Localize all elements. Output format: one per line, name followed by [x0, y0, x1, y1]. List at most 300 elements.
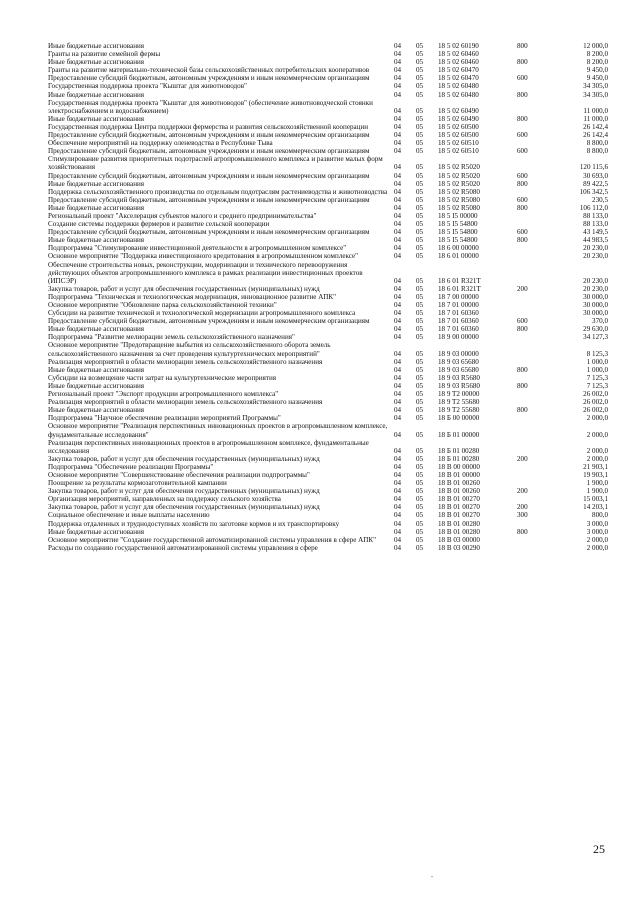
amount-cell: 8 200,0 [586, 58, 608, 67]
expense-name-cell: Реализация мероприятий в области мелиорации земель сельскохозяйственного назначения [48, 357, 323, 366]
expense-name-cell: Основное мероприятие "Поддержка инвестиционного кредитования в агропромышленном комплексе" [48, 252, 359, 261]
expense-name-cell: Основное мероприятие "Предотвращение выбытия из сельскохозяйственного оборота земель сельскохозяйственного назначения за счет проведения культуртехнических мероприятий" [48, 341, 331, 358]
amount-cell: 8 800,0 [586, 147, 608, 156]
section-code-cell: 04 [394, 50, 402, 59]
target-article-cell: 18 9 00 00000 [438, 333, 479, 342]
expense-type-cell [517, 212, 543, 220]
table-row [48, 471, 608, 479]
table-row [48, 261, 608, 285]
amount-cell: 7 125,3 [586, 381, 608, 390]
table-body [48, 42, 608, 552]
section-code-cell: 04 [394, 187, 402, 196]
expense-type-cell [517, 495, 543, 503]
table-row [48, 439, 608, 455]
target-article-cell: 18 6 01 00000 [438, 252, 479, 261]
subsection-code-cell: 05 [416, 511, 424, 520]
expense-type-cell: 600 [517, 195, 528, 204]
target-article-cell: 18 5 02 60190 [438, 42, 479, 50]
amount-cell: 26 142,4 [583, 131, 608, 140]
target-article-cell: 18 В 01 00260 [438, 487, 480, 496]
section-code-cell: 04 [394, 527, 402, 536]
section-code-cell: 04 [394, 171, 402, 180]
section-code-cell: 04 [394, 284, 402, 293]
expense-name-cell: Предоставление субсидий бюджетным, автономным учреждениям и иным некоммерческим организациям [48, 317, 370, 326]
expense-name-cell: Подпрограмма "Развитие мелиорации земель сельскохозяйственного назначения" [48, 333, 295, 342]
section-code-cell: 04 [394, 220, 402, 229]
amount-cell: 15 003,1 [583, 495, 608, 504]
section-code-cell: 04 [394, 195, 402, 204]
target-article-cell: 18 5 02 60510 [438, 147, 479, 156]
amount-cell: 9 450,0 [586, 66, 608, 75]
target-article-cell: 18 7 01 60360 [438, 309, 479, 318]
target-article-cell: 18 В 01 00270 [438, 495, 480, 504]
target-article-cell: 18 5 02 R5020 [438, 179, 480, 188]
section-code-cell: 04 [394, 301, 402, 309]
expense-type-cell: 600 [517, 74, 528, 83]
expense-name-cell: Гранты на развитие материально-технической базы сельскохозяйственных потребительских кооперативов [48, 66, 370, 75]
expense-type-cell: 600 [517, 228, 528, 237]
subsection-code-cell: 05 [416, 317, 424, 326]
section-code-cell: 04 [394, 58, 402, 67]
table-row [48, 358, 608, 366]
expense-name-cell: Региональный проект "Акселерация субъектов малого и среднего предпринимательства" [48, 211, 317, 220]
table-row [48, 220, 608, 228]
amount-cell: 30 000,0 [583, 301, 608, 309]
expense-name-cell: Иные бюджетные ассигнования [48, 90, 145, 99]
amount-cell: 88 133,0 [583, 220, 608, 229]
target-article-cell: 18 5 02 R5080 [438, 203, 480, 212]
expense-type-cell: 800 [517, 58, 528, 67]
expense-name-cell: Субсидии на возмещение части затрат на культуртехнические мероприятия [48, 373, 277, 382]
budget-expenditure-table [48, 42, 608, 552]
expense-name-cell: Иные бюджетные ассигнования [48, 381, 145, 390]
subsection-code-cell: 05 [416, 106, 424, 115]
subsection-code-cell: 05 [416, 357, 424, 366]
amount-cell: 106 342,5 [579, 187, 608, 196]
target-article-cell: 18 9 03 65680 [438, 357, 479, 366]
expense-name-cell: Поддержка отдаленных и труднодоступных хозяйств по заготовке кормов и их транспортировку [48, 519, 340, 528]
section-code-cell: 04 [394, 373, 402, 382]
table-row [48, 50, 608, 58]
section-code-cell: 04 [394, 446, 402, 455]
amount-cell: 2 000,0 [586, 543, 608, 552]
expense-type-cell: 800 [517, 90, 528, 99]
amount-cell: 1 900,0 [586, 487, 608, 496]
table-row [48, 317, 608, 325]
target-article-cell: 18 5 02 60500 [438, 122, 479, 131]
amount-cell: 7 125,3 [586, 373, 608, 382]
amount-cell: 26 002,0 [583, 406, 608, 415]
page-number: 25 [593, 842, 605, 856]
target-article-cell: 18 7 01 60360 [438, 325, 479, 334]
table-row [48, 131, 608, 139]
subsection-code-cell: 05 [416, 446, 424, 455]
target-article-cell: 18 6 00 00000 [438, 244, 479, 253]
section-code-cell: 04 [394, 406, 402, 415]
subsection-code-cell: 05 [416, 535, 424, 544]
target-article-cell: 18 9 T2 55680 [438, 398, 480, 407]
section-code-cell: 04 [394, 357, 402, 366]
subsection-code-cell: 05 [416, 487, 424, 496]
table-row [48, 309, 608, 317]
target-article-cell: 18 5 02 60480 [438, 82, 479, 91]
expense-type-cell: 200 [517, 284, 528, 293]
target-article-cell: 18 5 02 R5020 [438, 171, 480, 180]
section-code-cell: 04 [394, 503, 402, 512]
table-row [48, 147, 608, 155]
expense-name-cell: Предоставление субсидий бюджетным, автономным учреждениям и иным некоммерческим организациям [48, 171, 370, 180]
amount-cell: 2 000,0 [586, 414, 608, 423]
subsection-code-cell: 05 [416, 163, 424, 172]
footer-dot: . [431, 870, 433, 879]
expense-name-cell: Реализация мероприятий в области мелиорации земель сельскохозяйственного назначения [48, 398, 323, 407]
amount-cell: 370,0 [592, 317, 608, 326]
subsection-code-cell: 05 [416, 414, 424, 423]
expense-type-cell: 800 [517, 179, 528, 188]
amount-cell: 2 000,0 [586, 446, 608, 455]
section-code-cell: 04 [394, 309, 402, 318]
subsection-code-cell: 05 [416, 543, 424, 552]
target-article-cell: 18 5 02 60470 [438, 66, 479, 75]
section-code-cell: 04 [394, 276, 402, 285]
section-code-cell: 04 [394, 430, 402, 439]
expense-type-cell [517, 358, 543, 366]
expense-type-cell [517, 139, 543, 147]
amount-cell: 2 000,0 [586, 430, 608, 439]
target-article-cell: 18 7 00 00000 [438, 292, 479, 301]
amount-cell: 19 903,1 [583, 470, 608, 479]
subsection-code-cell: 05 [416, 406, 424, 415]
section-code-cell: 04 [394, 325, 402, 334]
target-article-cell: 18 5 I5 00000 [438, 211, 478, 220]
expense-name-cell: Расходы по созданию государственной автоматизированной системы управления в сфере [48, 543, 318, 552]
expense-name-cell: Обеспечение строительства новых, реконструкции, модернизации и технического перевооружения действующих объектов агропромышленного комплекса в рамках реализации инвестиционных проектов (ИПСЭР) [48, 260, 363, 285]
subsection-code-cell: 05 [416, 301, 424, 309]
subsection-code-cell: 05 [416, 179, 424, 188]
subsection-code-cell: 05 [416, 462, 424, 471]
amount-cell: 26 002,0 [583, 398, 608, 407]
section-code-cell: 04 [394, 543, 402, 552]
expense-type-cell [517, 99, 543, 115]
expense-type-cell [517, 536, 543, 544]
expense-type-cell [517, 471, 543, 479]
target-article-cell: 18 5 02 R5020 [438, 163, 480, 172]
expense-type-cell [517, 123, 543, 131]
target-article-cell: 18 В 01 00260 [438, 479, 480, 488]
expense-type-cell [517, 544, 543, 552]
target-article-cell: 18 5 02 R5080 [438, 195, 480, 204]
expense-name-cell: Иные бюджетные ассигнования [48, 236, 145, 245]
amount-cell: 20 230,0 [583, 276, 608, 285]
subsection-code-cell: 05 [416, 333, 424, 342]
table-row [48, 301, 608, 309]
target-article-cell: 18 5 02 60510 [438, 139, 479, 148]
expense-name-cell: Поощрение за результаты кормозаготовительной кампании [48, 479, 227, 488]
amount-cell: 34 305,0 [583, 90, 608, 99]
table-row [48, 244, 608, 252]
expense-name-cell: Закупка товаров, работ и услуг для обеспечения государственных (муниципальных) нужд [48, 284, 320, 293]
target-article-cell: 18 5 02 60460 [438, 50, 479, 59]
section-code-cell: 04 [394, 414, 402, 423]
expense-name-cell: Иные бюджетные ассигнования [48, 325, 145, 334]
subsection-code-cell: 05 [416, 131, 424, 140]
expense-type-cell [517, 414, 543, 422]
expense-type-cell [517, 309, 543, 317]
section-code-cell: 04 [394, 381, 402, 390]
amount-cell: 3 000,0 [586, 519, 608, 528]
target-article-cell: 18 В 00 00000 [438, 462, 480, 471]
section-code-cell: 04 [394, 131, 402, 140]
subsection-code-cell: 05 [416, 252, 424, 261]
subsection-code-cell: 05 [416, 284, 424, 293]
expense-type-cell: 800 [517, 114, 528, 123]
section-code-cell: 04 [394, 236, 402, 245]
expense-type-cell [517, 439, 543, 455]
subsection-code-cell: 05 [416, 244, 424, 253]
subsection-code-cell: 05 [416, 309, 424, 318]
amount-cell: 9 450,0 [586, 74, 608, 83]
amount-cell: 14 203,1 [583, 503, 608, 512]
target-article-cell: 18 В 01 00280 [438, 527, 480, 536]
subsection-code-cell: 05 [416, 187, 424, 196]
amount-cell: 21 903,1 [583, 462, 608, 471]
subsection-code-cell: 05 [416, 365, 424, 374]
amount-cell: 26 142,4 [583, 122, 608, 131]
expense-name-cell: Основное мероприятие "Совершенствование обеспечения реализации подпрограммы" [48, 470, 310, 479]
expense-type-cell: 800 [517, 203, 528, 212]
expense-name-cell: Подпрограмма "Стимулирование инвестиционной деятельности в агропромышленном комплексе" [48, 244, 347, 253]
table-row [48, 139, 608, 147]
section-code-cell: 04 [394, 349, 402, 358]
target-article-cell: 18 5 02 60460 [438, 58, 479, 67]
section-code-cell: 04 [394, 365, 402, 374]
section-code-cell: 04 [394, 122, 402, 131]
expense-type-cell: 800 [517, 527, 528, 536]
expense-name-cell: Основное мероприятие "Реализация перспективных инновационных проектов в агропромышленном комплексе, фундаментальные исследования" [48, 422, 388, 439]
section-code-cell: 04 [394, 462, 402, 471]
table-row [48, 285, 608, 293]
target-article-cell: 18 7 01 00000 [438, 301, 479, 309]
subsection-code-cell: 05 [416, 373, 424, 382]
target-article-cell: 18 Б 01 00280 [438, 446, 480, 455]
expense-name-cell: Закупка товаров, работ и услуг для обеспечения государственных (муниципальных) нужд [48, 487, 320, 496]
subsection-code-cell: 05 [416, 90, 424, 99]
amount-cell: 2 000,0 [586, 535, 608, 544]
amount-cell: 230,5 [592, 195, 608, 204]
table-row [48, 520, 608, 528]
table-row [48, 479, 608, 487]
table-row [48, 180, 608, 188]
table-row [48, 58, 608, 66]
target-article-cell: 18 В 03 00000 [438, 535, 480, 544]
section-code-cell: 04 [394, 179, 402, 188]
expense-type-cell: 800 [517, 236, 528, 245]
subsection-code-cell: 05 [416, 495, 424, 504]
section-code-cell: 04 [394, 114, 402, 123]
subsection-code-cell: 05 [416, 430, 424, 439]
table-row [48, 204, 608, 212]
table-row [48, 99, 608, 115]
expense-type-cell: 800 [517, 325, 528, 334]
table-row [48, 382, 608, 390]
expense-type-cell: 200 [517, 503, 528, 512]
expense-name-cell: Социальное обеспечение и иные выплаты населению [48, 511, 210, 520]
subsection-code-cell: 05 [416, 398, 424, 407]
target-article-cell: 18 Б 01 00000 [438, 430, 480, 439]
subsection-code-cell: 05 [416, 527, 424, 536]
expense-name-cell: Государственная поддержка проекта "Кыштаг для животноводов" (обеспечение животноводческой стоянки электроснабжением и водоснабжением) [48, 98, 373, 115]
table-row [48, 115, 608, 123]
target-article-cell: 18 9 03 R5680 [438, 381, 480, 390]
expense-type-cell [517, 398, 543, 406]
amount-cell: 30 000,0 [583, 309, 608, 318]
amount-cell: 8 800,0 [586, 139, 608, 148]
expense-type-cell: 300 [517, 511, 528, 520]
target-article-cell: 18 5 I5 54800 [438, 228, 478, 237]
expense-name-cell: Предоставление субсидий бюджетным, автономным учреждениям и иным некоммерческим организациям [48, 74, 370, 83]
expense-type-cell [517, 463, 543, 471]
section-code-cell: 04 [394, 211, 402, 220]
expense-type-cell [517, 333, 543, 341]
subsection-code-cell: 05 [416, 122, 424, 131]
amount-cell: 1 000,0 [586, 365, 608, 374]
subsection-code-cell: 05 [416, 82, 424, 91]
expense-name-cell: Гранты на развитие семейной фермы [48, 50, 161, 59]
section-code-cell: 04 [394, 317, 402, 326]
target-article-cell: 18 9 T2 00000 [438, 390, 480, 399]
expense-type-cell: 600 [517, 147, 528, 156]
expense-type-cell [517, 66, 543, 74]
target-article-cell: 18 В 01 00000 [438, 470, 480, 479]
subsection-code-cell: 05 [416, 42, 424, 50]
amount-cell: 1 900,0 [586, 479, 608, 488]
expense-name-cell: Создание системы поддержки фермеров и развитие сельской кооперации [48, 220, 270, 229]
table-row [48, 212, 608, 220]
table-row [48, 503, 608, 511]
expense-type-cell [517, 293, 543, 301]
table-row [48, 487, 608, 495]
expense-name-cell: Предоставление субсидий бюджетным, автономным учреждениям и иным некоммерческим организациям [48, 195, 370, 204]
expense-name-cell: Иные бюджетные ассигнования [48, 114, 145, 123]
subsection-code-cell: 05 [416, 211, 424, 220]
target-article-cell: 18 9 03 65680 [438, 365, 479, 374]
section-code-cell: 04 [394, 139, 402, 148]
target-article-cell: 18 5 02 60500 [438, 131, 479, 140]
table-row [48, 123, 608, 131]
section-code-cell: 04 [394, 519, 402, 528]
expense-type-cell [517, 479, 543, 487]
expense-type-cell: 200 [517, 487, 528, 496]
expense-name-cell: Иные бюджетные ассигнования [48, 527, 145, 536]
table-row [48, 390, 608, 398]
target-article-cell: 18 В 01 00280 [438, 519, 480, 528]
amount-cell: 44 983,5 [583, 236, 608, 245]
section-code-cell: 04 [394, 454, 402, 463]
subsection-code-cell: 05 [416, 74, 424, 83]
target-article-cell: 18 9 03 00000 [438, 349, 479, 358]
section-code-cell: 04 [394, 511, 402, 520]
table-row [48, 406, 608, 414]
target-article-cell: 18 5 I5 54800 [438, 236, 478, 245]
table-row [48, 74, 608, 82]
amount-cell: 2 000,0 [586, 454, 608, 463]
target-article-cell: 18 9 T2 55680 [438, 406, 480, 415]
table-row [48, 398, 608, 406]
subsection-code-cell: 05 [416, 50, 424, 59]
expense-name-cell: Иные бюджетные ассигнования [48, 406, 145, 415]
subsection-code-cell: 05 [416, 66, 424, 75]
target-article-cell: 18 5 02 60490 [438, 106, 479, 115]
section-code-cell: 04 [394, 470, 402, 479]
section-code-cell: 04 [394, 398, 402, 407]
amount-cell: 106 112,0 [579, 203, 608, 212]
subsection-code-cell: 05 [416, 171, 424, 180]
table-row [48, 325, 608, 333]
subsection-code-cell: 05 [416, 147, 424, 156]
amount-cell: 8 200,0 [586, 50, 608, 59]
expense-name-cell: Подпрограмма "Обеспечение реализации Программы" [48, 462, 214, 471]
amount-cell: 3 000,0 [586, 527, 608, 536]
expense-name-cell: Предоставление субсидий бюджетным, автономным учреждениям и иным некоммерческим организациям [48, 147, 370, 156]
table-row [48, 374, 608, 382]
expense-type-cell: 600 [517, 317, 528, 326]
table-row [48, 455, 608, 463]
subsection-code-cell: 05 [416, 470, 424, 479]
subsection-code-cell: 05 [416, 454, 424, 463]
amount-cell: 29 630,0 [583, 325, 608, 334]
expense-type-cell [517, 244, 543, 252]
section-code-cell: 04 [394, 228, 402, 237]
amount-cell: 8 125,3 [586, 349, 608, 358]
expense-type-cell [517, 188, 543, 196]
target-article-cell: 18 5 02 60470 [438, 74, 479, 83]
amount-cell: 800,0 [592, 511, 608, 520]
amount-cell: 20 230,0 [583, 284, 608, 293]
section-code-cell: 04 [394, 203, 402, 212]
amount-cell: 89 422,5 [583, 179, 608, 188]
target-article-cell: 18 Б 00 00000 [438, 414, 480, 423]
section-code-cell: 04 [394, 147, 402, 156]
table-row [48, 544, 608, 552]
expense-name-cell: Иные бюджетные ассигнования [48, 179, 145, 188]
expense-name-cell: Закупка товаров, работ и услуг для обеспечения государственных (муниципальных) нужд [48, 454, 320, 463]
expense-name-cell: Основное мероприятие "Обновление парка сельскохозяйственной техники" [48, 301, 277, 309]
target-article-cell: 18 5 02 60480 [438, 90, 479, 99]
expense-type-cell [517, 82, 543, 90]
expense-type-cell: 800 [517, 406, 528, 415]
section-code-cell: 04 [394, 479, 402, 488]
table-row [48, 495, 608, 503]
section-code-cell: 04 [394, 74, 402, 83]
table-row [48, 188, 608, 196]
expense-name-cell: Региональный проект "Экспорт продукции агропромышленного комплекса" [48, 390, 279, 399]
table-row [48, 236, 608, 244]
section-code-cell: 04 [394, 244, 402, 253]
target-article-cell: 18 5 02 R5080 [438, 187, 480, 196]
table-row [48, 511, 608, 519]
target-article-cell: 18 9 03 R5680 [438, 373, 480, 382]
subsection-code-cell: 05 [416, 381, 424, 390]
amount-cell: 43 149,5 [583, 228, 608, 237]
expense-name-cell: Предоставление субсидий бюджетным, автономным учреждениям и иным некоммерческим организациям [48, 131, 370, 140]
amount-cell: 120 115,6 [579, 163, 608, 172]
expense-name-cell: Реализация перспективных инновационных проектов в агропромышленном комплексе, фундаментальные исследования [48, 438, 369, 455]
subsection-code-cell: 05 [416, 114, 424, 123]
amount-cell: 26 002,0 [583, 390, 608, 399]
section-code-cell: 04 [394, 292, 402, 301]
table-row [48, 66, 608, 74]
expense-type-cell: 200 [517, 454, 528, 463]
